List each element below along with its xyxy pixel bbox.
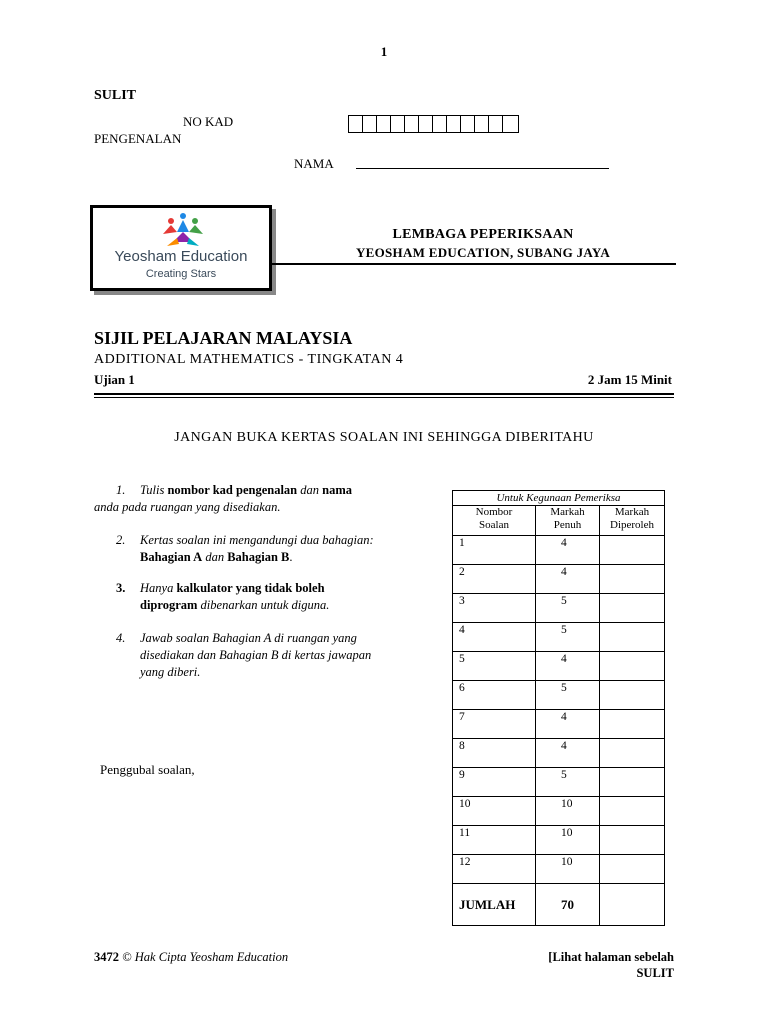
instruction-4: [116, 630, 416, 681]
instruction-text: Jawab soalan Bahagian A di ruangan yang: [140, 631, 357, 645]
instruction-bold-text: diprogram: [140, 598, 198, 612]
title-rule-thin: [94, 397, 674, 398]
question-number-cell: 2: [453, 565, 536, 594]
total-row: [453, 884, 665, 926]
marks-obtained-cell[interactable]: [600, 797, 665, 826]
instruction-text: Tulis: [140, 483, 165, 497]
total-label: JUMLAH: [453, 884, 536, 926]
instruction-text: Kertas soalan ini mengandungi dua bahagian:: [140, 533, 374, 547]
instruction-text: dan: [300, 483, 319, 497]
ic-digit-box[interactable]: [419, 116, 433, 132]
ic-digit-box[interactable]: [377, 116, 391, 132]
test-name: Ujian 1: [94, 372, 135, 387]
question-number-cell: 5: [453, 652, 536, 681]
instruction-3: [116, 580, 416, 614]
marks-obtained-cell[interactable]: [600, 681, 665, 710]
full-marks-cell: 4: [536, 710, 600, 739]
instruction-bold-text: Bahagian B: [227, 550, 290, 564]
logo-title: Yeosham Education: [114, 248, 248, 265]
instruction-bold-text: nama: [322, 483, 352, 497]
mark-rows: [453, 536, 665, 884]
header-text: Diperoleh: [610, 519, 654, 531]
instruction-text: disediakan dan Bahagian B di kertas jawapan: [140, 648, 372, 662]
footer-left: [94, 950, 288, 965]
full-marks-cell: 4: [536, 565, 600, 594]
ic-digit-box[interactable]: [405, 116, 419, 132]
ic-number-label: [94, 113, 294, 147]
instruction-number: 2.: [116, 533, 126, 547]
full-marks-cell: 5: [536, 768, 600, 797]
marks-obtained-cell[interactable]: [600, 826, 665, 855]
subject-code: 3472: [94, 950, 119, 964]
marks-obtained-cell[interactable]: [600, 594, 665, 623]
ic-digit-box[interactable]: [391, 116, 405, 132]
instruction-number: 3.: [116, 581, 126, 595]
ic-digit-box[interactable]: [363, 116, 377, 132]
instruction-number: 4.: [116, 631, 126, 645]
table-caption: Untuk Kegunaan Pemeriksa: [453, 491, 665, 506]
certificate-title: SIJIL PELAJARAN MALAYSIA: [94, 328, 353, 348]
name-field-line[interactable]: [356, 168, 609, 169]
logo: [90, 205, 272, 291]
ic-digit-box[interactable]: [503, 116, 518, 132]
ic-digit-box[interactable]: [447, 116, 461, 132]
ic-number-boxes[interactable]: [348, 115, 519, 133]
question-number-cell: 8: [453, 739, 536, 768]
subject-title: ADDITIONAL MATHEMATICS - TINGKATAN 4: [94, 352, 404, 367]
instruction-bold-text: kalkulator yang tidak boleh: [176, 581, 325, 595]
ic-digit-box[interactable]: [475, 116, 489, 132]
table-row: [453, 536, 665, 565]
board-name-line1: LEMBAGA PEPERIKSAAN: [392, 227, 574, 242]
total-obtained-cell[interactable]: [600, 884, 665, 926]
table-row: [453, 681, 665, 710]
full-marks-cell: 4: [536, 739, 600, 768]
board-name-line2: YEOSHAM EDUCATION, SUBANG JAYA: [355, 245, 611, 260]
examiner-mark-table: [452, 490, 665, 926]
question-number-cell: 10: [453, 797, 536, 826]
marks-obtained-cell[interactable]: [600, 623, 665, 652]
stars-logo-icon: [153, 212, 213, 252]
copyright-text: © Hak Cipta Yeosham Education: [122, 950, 289, 964]
question-number-cell: 7: [453, 710, 536, 739]
marks-obtained-cell[interactable]: [600, 565, 665, 594]
question-number-cell: 1: [453, 536, 536, 565]
marks-obtained-cell[interactable]: [600, 739, 665, 768]
marks-obtained-cell[interactable]: [600, 855, 665, 884]
instruction-bold-text: nombor kad pengenalan: [167, 483, 298, 497]
ic-digit-box[interactable]: [461, 116, 475, 132]
header-marks-obtained: [600, 506, 665, 536]
ic-label-line2: PENGENALAN: [94, 131, 182, 146]
instruction-text: anda pada ruangan yang disediakan.: [94, 500, 281, 514]
table-row: [453, 768, 665, 797]
table-row: [453, 565, 665, 594]
total-value: 70: [536, 884, 600, 926]
table-row: [453, 710, 665, 739]
instruction-text: yang diberi.: [140, 665, 201, 679]
question-number-cell: 6: [453, 681, 536, 710]
marks-obtained-cell[interactable]: [600, 768, 665, 797]
marks-obtained-cell[interactable]: [600, 710, 665, 739]
full-marks-cell: 4: [536, 652, 600, 681]
question-number-cell: 12: [453, 855, 536, 884]
header-text: Markah: [614, 506, 650, 518]
full-marks-cell: 10: [536, 797, 600, 826]
classification-bottom: SULIT: [636, 966, 674, 980]
marks-obtained-cell[interactable]: [600, 652, 665, 681]
question-number-cell: 9: [453, 768, 536, 797]
header-question-number: [453, 506, 536, 536]
instruction-text: dibenarkan untuk diguna.: [200, 598, 330, 612]
next-page-note: [Lihat halaman sebelah: [548, 950, 674, 964]
marks-obtained-cell[interactable]: [600, 536, 665, 565]
full-marks-cell: 5: [536, 594, 600, 623]
page-number: 1: [380, 44, 388, 59]
title-rule-thick: [94, 393, 674, 395]
instruction-text: .: [289, 550, 293, 564]
warning-text: JANGAN BUKA KERTAS SOALAN INI SEHINGGA DIBERITAHU: [174, 430, 594, 445]
ic-digit-box[interactable]: [349, 116, 363, 132]
ic-digit-box[interactable]: [489, 116, 503, 132]
full-marks-cell: 10: [536, 826, 600, 855]
instruction-text: Hanya: [140, 581, 174, 595]
table-row: [453, 826, 665, 855]
question-number-cell: 3: [453, 594, 536, 623]
header-full-marks: [536, 506, 600, 536]
ic-digit-box[interactable]: [433, 116, 447, 132]
instruction-bold-text: Bahagian A: [140, 550, 203, 564]
table-row: [453, 739, 665, 768]
full-marks-cell: 5: [536, 681, 600, 710]
header-text: Penuh: [553, 519, 582, 531]
logo-tagline: Creating Stars: [145, 268, 217, 280]
table-row: [453, 652, 665, 681]
instruction-text: dan: [205, 550, 225, 564]
instruction-1: [94, 482, 424, 516]
question-setter-label: Penggubal soalan,: [100, 762, 195, 777]
classification-top: SULIT: [94, 88, 137, 103]
header-text: Nombor: [475, 506, 513, 518]
question-number-cell: 4: [453, 623, 536, 652]
question-number-cell: 11: [453, 826, 536, 855]
table-row: [453, 594, 665, 623]
test-duration: 2 Jam 15 Minit: [587, 372, 672, 387]
table-row: [453, 855, 665, 884]
header-divider: [270, 263, 676, 265]
ic-label-line1: NO KAD: [183, 114, 234, 129]
full-marks-cell: 4: [536, 536, 600, 565]
full-marks-cell: 10: [536, 855, 600, 884]
header-text: Soalan: [479, 519, 509, 531]
instruction-number: 1.: [116, 483, 126, 497]
table-row: [453, 623, 665, 652]
name-label: NAMA: [294, 156, 334, 171]
full-marks-cell: 5: [536, 623, 600, 652]
table-row: [453, 797, 665, 826]
header-text: Markah: [550, 506, 585, 518]
instruction-2: [116, 532, 416, 566]
